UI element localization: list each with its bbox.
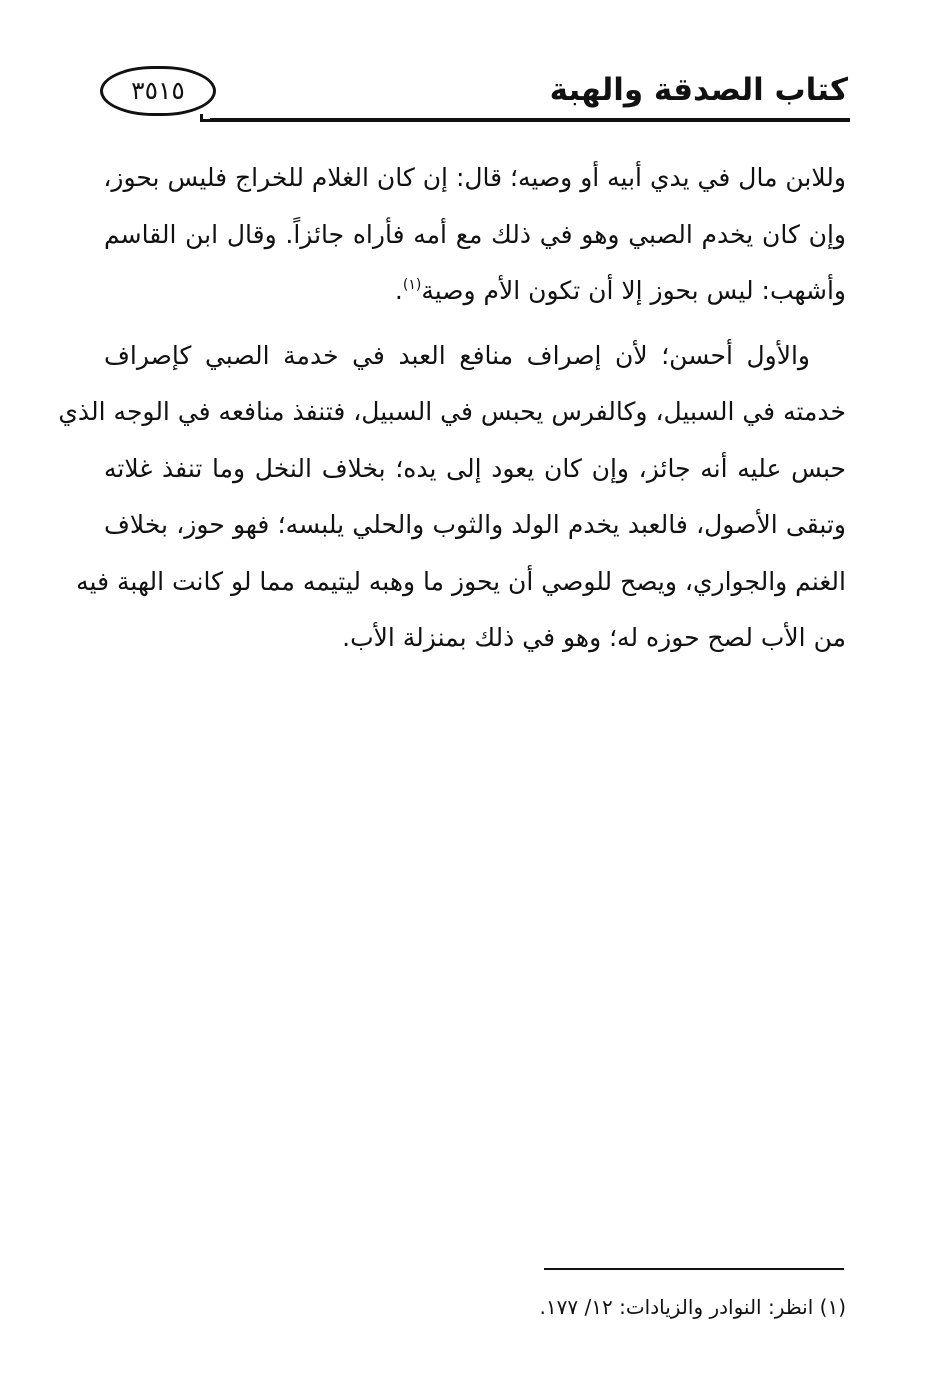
text-line: حبس عليه أنه جائز، وإن كان يعود إلى يده؛ بخلاف النخل وما تنفذ غلاته (104, 453, 846, 483)
paragraph-gap (104, 320, 846, 328)
chapter-title: كتاب الصدقة والهبة (549, 72, 848, 108)
footnote: (١) انظر: النوادر والزيادات: ١٢/ ١٧٧. (539, 1295, 846, 1319)
page-number: ٣٥١٥ (131, 76, 185, 105)
text-line: وتبقى الأصول، فالعبد يخدم الولد والثوب والحلي يلبسه؛ فهو حوز، بخلاف (104, 510, 846, 539)
text-line: والأول أحسن؛ لأن إصراف منافع العبد في خدمة الصبي كإصراف (104, 340, 810, 370)
page-header (100, 58, 850, 128)
text-line: وللابن مال في يدي أبيه أو وصيه؛ قال: إن كان الغلام للخراج فليس بحوز، (103, 163, 846, 192)
text-line-end: . (394, 276, 403, 305)
text-line: الغنم والجواري، ويصح للوصي أن يحوز ما وهبه ليتيمه مما لو كانت الهبة فيه (76, 566, 846, 596)
text-line-content: وأشهب: ليس بحوز إلا أن تكون الأم وصية (421, 276, 846, 305)
text-line (104, 263, 846, 320)
header-rule (208, 118, 850, 122)
footnote-reference[interactable]: (١) (402, 277, 422, 293)
main-text (58, 150, 846, 667)
text-line: وإن كان يخدم الصبي وهو في ذلك مع أمه فأراه جائزاً. وقال ابن القاسم (104, 219, 846, 249)
footnote-separator (544, 1268, 844, 1270)
text-line: من الأب لصح حوزه له؛ وهو في ذلك بمنزلة الأب. (342, 623, 846, 652)
text-line: خدمته في السبيل، وكالفرس يحبس في السبيل، فتنفذ منافعه في الوجه الذي (58, 397, 846, 426)
